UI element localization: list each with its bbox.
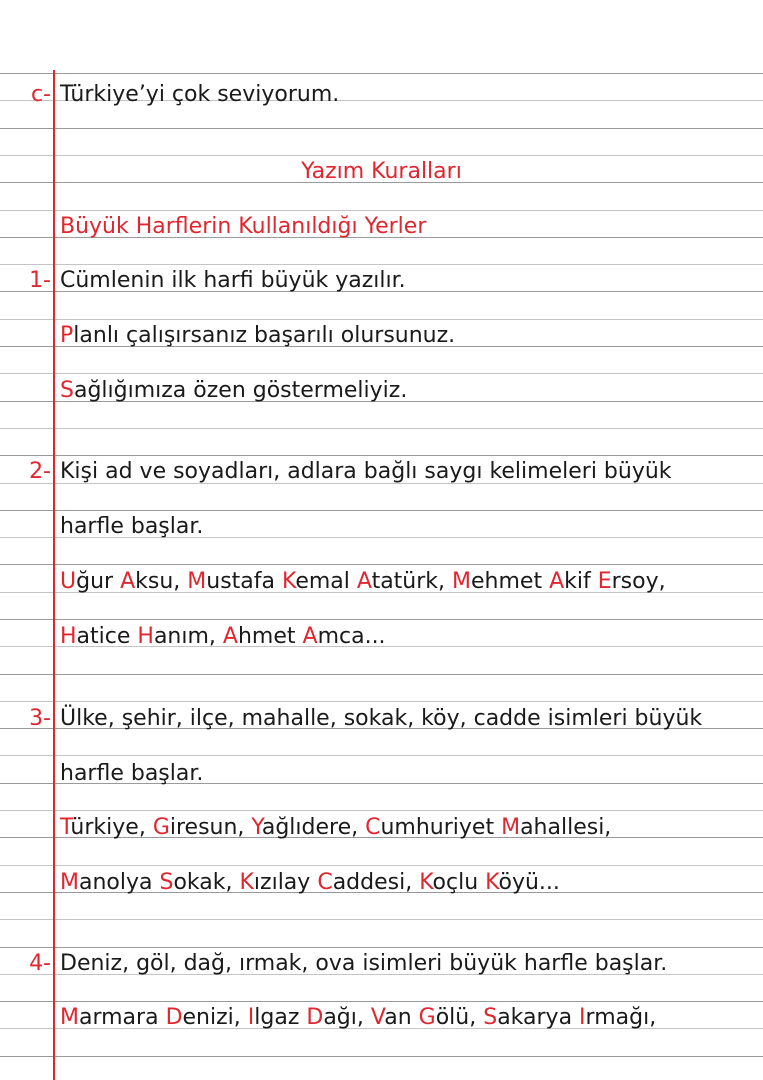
rule-1-example-2 — [60, 376, 407, 406]
initial-letter: K — [281, 569, 296, 594]
ruled-line — [0, 128, 763, 129]
initial-letter: V — [370, 1005, 385, 1030]
rule-4-text: Deniz, göl, dağ, ırmak, ova isimleri büyük harfle başlar. — [60, 951, 668, 976]
example-rest: ağı, — [323, 1005, 371, 1030]
example-rest: hmet — [237, 624, 303, 649]
section-c-label: c- — [30, 82, 51, 107]
initial-letter: D — [306, 1005, 324, 1030]
initial-letter: C — [317, 870, 333, 895]
example-rest: ızılay — [253, 870, 318, 895]
example-rest: ürkiye, — [70, 815, 153, 840]
example-rest: ağlığımıza özen göstermeliyiz. — [73, 378, 408, 403]
example-rest: addesi, — [332, 870, 420, 895]
ruled-line — [0, 264, 763, 265]
example-rest: ölü, — [435, 1005, 484, 1030]
initial-letter: A — [222, 624, 238, 649]
page-title: Yazım Kuralları — [301, 159, 462, 184]
rule-4-examples-line-1 — [60, 1003, 656, 1033]
initial-letter: E — [597, 569, 612, 594]
initial-letter: M — [452, 569, 471, 594]
example-rest: öyü... — [498, 870, 560, 895]
initial-letter: S — [159, 870, 174, 895]
initial-letter: U — [60, 569, 77, 594]
ruled-line — [0, 210, 763, 211]
example-rest: lanlı çalışırsanız başarılı olursunuz. — [73, 323, 456, 348]
ruled-line — [0, 1056, 763, 1057]
initial-letter: A — [302, 624, 318, 649]
example-rest: iresun, — [169, 815, 252, 840]
rule-4-number: 4- — [29, 951, 51, 976]
rule-3-text-line-2: harfle başlar. — [60, 761, 204, 786]
rule-1-example-1 — [60, 321, 455, 351]
rule-3-number: 3- — [29, 706, 51, 731]
example-rest: ağlıdere, — [261, 815, 366, 840]
initial-letter: Y — [251, 815, 262, 840]
initial-letter: I — [579, 1005, 586, 1030]
example-rest: ehmet — [471, 569, 550, 594]
initial-letter: H — [60, 624, 77, 649]
example-rest: rsoy, — [611, 569, 666, 594]
initial-letter: A — [356, 569, 372, 594]
ruled-line — [0, 510, 763, 511]
ruled-line — [0, 619, 763, 620]
initial-letter: M — [187, 569, 207, 594]
initial-letter: S — [60, 378, 74, 403]
example-rest: tatürk, — [371, 569, 453, 594]
ruled-line — [0, 701, 763, 702]
example-rest: ğur — [76, 569, 121, 594]
ruled-line — [0, 919, 763, 920]
ruled-line — [0, 947, 763, 948]
ruled-line — [0, 428, 763, 429]
example-rest: ksu, — [135, 569, 188, 594]
ruled-line — [0, 564, 763, 565]
initial-letter: T — [60, 815, 71, 840]
initial-letter: A — [549, 569, 565, 594]
example-rest: anım, — [153, 624, 223, 649]
example-rest: okak, — [173, 870, 240, 895]
ruled-line — [0, 155, 763, 156]
example-rest: lgaz — [254, 1005, 307, 1030]
rule-3-text-line-1: Ülke, şehir, ilçe, mahalle, sokak, köy, cadde isimleri büyük — [60, 706, 703, 731]
rule-2-text-line-2: harfle başlar. — [60, 514, 204, 539]
initial-letter: C — [365, 815, 381, 840]
example-rest: ustafa — [206, 569, 282, 594]
margin-line — [53, 70, 55, 1080]
ruled-line — [0, 755, 763, 756]
initial-letter: H — [137, 624, 154, 649]
rule-2-examples-line-2 — [60, 622, 386, 652]
initial-letter: K — [419, 870, 433, 895]
example-rest: kif — [564, 569, 598, 594]
ruled-line — [0, 319, 763, 320]
ruled-line — [0, 674, 763, 675]
initial-letter: K — [485, 870, 499, 895]
section-subtitle: Büyük Harflerin Kullanıldığı Yerler — [60, 214, 427, 239]
rule-2-examples-line-1 — [60, 567, 666, 597]
rule-2-text-line-1: Kişi ad ve soyadları, adlara bağlı saygı kelimeleri büyük — [60, 459, 672, 484]
rule-1-text: Cümlenin ilk harfi büyük yazılır. — [60, 268, 406, 293]
initial-letter: I — [247, 1005, 255, 1030]
rule-2-number: 2- — [29, 459, 51, 484]
example-rest: atice — [76, 624, 138, 649]
rule-3-examples-line-2 — [60, 868, 560, 898]
example-rest: mca... — [317, 624, 386, 649]
initial-letter: M — [501, 815, 521, 840]
example-rest: an — [384, 1005, 419, 1030]
initial-letter: P — [60, 323, 74, 348]
ruled-line — [0, 865, 763, 866]
example-rest: emal — [295, 569, 357, 594]
initial-letter: G — [418, 1005, 436, 1030]
example-rest: akarya — [497, 1005, 580, 1030]
rule-1-number: 1- — [29, 268, 51, 293]
example-rest: oçlu — [432, 870, 486, 895]
ruled-line — [0, 455, 763, 456]
example-rest: anolya — [78, 870, 160, 895]
ruled-line — [0, 810, 763, 811]
example-rest: umhuriyet — [380, 815, 502, 840]
ruled-line — [0, 73, 763, 74]
ruled-line — [0, 373, 763, 374]
initial-letter: G — [152, 815, 170, 840]
ruled-line — [0, 1001, 763, 1002]
example-rest: armara — [78, 1005, 166, 1030]
initial-letter: A — [120, 569, 136, 594]
example-rest: enizi, — [182, 1005, 248, 1030]
example-rest: ahallesi, — [520, 815, 612, 840]
rule-3-examples-line-1 — [60, 813, 611, 843]
example-rest: rmağı, — [585, 1005, 657, 1030]
initial-letter: D — [165, 1005, 183, 1030]
initial-letter: K — [239, 870, 254, 895]
initial-letter: S — [483, 1005, 498, 1030]
section-c-text: Türkiye’yi çok seviyorum. — [60, 82, 340, 107]
initial-letter: M — [60, 1005, 79, 1030]
initial-letter: M — [60, 870, 79, 895]
